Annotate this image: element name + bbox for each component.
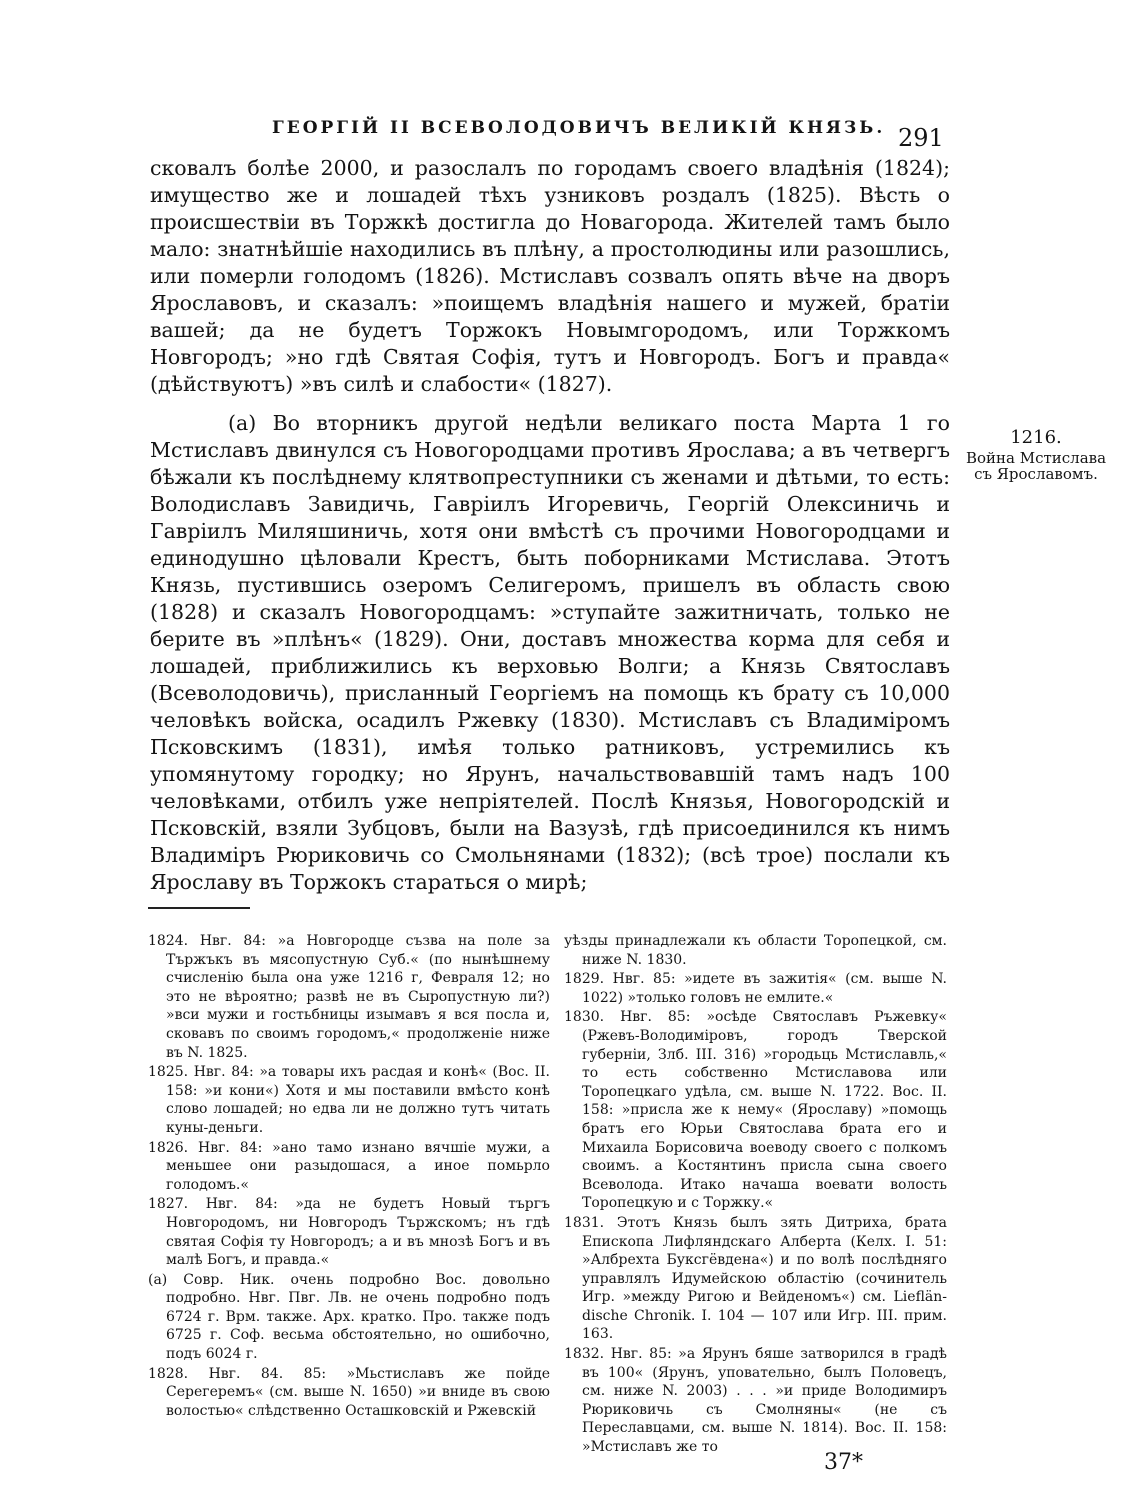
footnote-number: 1825.	[148, 1064, 189, 1081]
footnote-text: Нвг. 85: »осѣде Святославъ Ръжевку« (Ржевъ-Володиміровъ, городъ Тверской губерніи, Злб. III. 316) »городьць Мстиславль,« то есть собственно Мстиславова или Торопецкаго удѣла, см. выше N. 1722. Вос. II. 158: »присла же к нему« (Ярославу) »помощь братъ его Юрьи Святослава брата его и Михаила Борисовича воеводу своего с полкомъ своимъ. а Костянтинъ присла сына своего Всеволода. Итако начаша воевати волость Торопецкую и с Торжку.«	[582, 1009, 947, 1212]
footnote-rule	[148, 907, 250, 909]
footnotes-right-column	[564, 932, 947, 1458]
page-number: 291	[898, 124, 944, 152]
footnote-text: Совр. Ник. очень подробно Вос. довольно подробно. Нвг. Пвг. Лв. не очень подробно подъ 6724 г. Врм. также. Арх. кратко. Про. также подъ 6725 г. Соф. весьма обстоятельно, но ошибочно, подъ 6024 г.	[166, 1271, 551, 1363]
footnote-text: Нвг. 84. 85: »Мьстиславъ же пойде Серегеремъ« (см. выше N. 1650) »и вниде въ свою волостью« слѣдственно Осташковскій и Ржевскій	[166, 1365, 550, 1419]
footnote-number: 1830.	[564, 1009, 605, 1026]
footnote	[564, 970, 947, 1007]
footnote-text: Нвг. 84: »а товары ихъ расдая и конѣ« (Вос. II. 158: »и кони«) Хотя и мы поставили вмѣсто конѣ слово лошадей; но едва ли не должно тутъ читать куны-деньги.	[166, 1064, 550, 1136]
margin-note	[956, 427, 1116, 483]
paragraph-1: сковалъ болѣе 2000, и разослалъ по городамъ своего владѣнія (1824); имущество же и лошадей тѣхъ узниковъ роздалъ (1825). Вѣсть о происшествіи въ Торжкѣ достигла до Новагорода. Жителей тамъ было мало: знатнѣйшіе находились въ плѣну, а простолюдины или разошлись, или померли голодомъ (1826). Мстиславъ созвалъ опять вѣче на дворъ Ярославовъ, и сказалъ: »поищемъ владѣнія нашего и мужей, братіи вашей; да не будетъ Торжокъ Новымгородомъ, или Торжкомъ Новгородъ; »но гдѣ Святая Софія, тутъ и Новгородъ. Богъ и правда« (дѣйствуютъ) »въ силѣ и слабости« (1827).	[150, 156, 950, 396]
footnote-text: Нвг. 84: »а Новгородце съзва на поле за Тържъкъ въ мясопустную Суб.« (по нынѣшнему счисленію была она уже 1216 г, Февраля 12; но это не вѣроятно; развѣ не въ Сыропустную ли?) »вси мужи и гостьбницы изымавъ я вся посла и, сковавъ по своимъ городомъ,« продолженіе ниже въ N. 1825.	[166, 933, 551, 1061]
margin-note-year: 1216.	[1010, 427, 1062, 448]
footnote-number: 1832.	[564, 1346, 605, 1363]
footnote-number: (а)	[148, 1271, 168, 1288]
footnote-number: 1829.	[564, 971, 605, 988]
footnote-number: 1827.	[148, 1196, 189, 1213]
footnote-text: Нвг. 84: »ано тамо изнано вячшіе мужи, а меньшее они разыдошася, а иное помьрло голодомъ.«	[166, 1139, 550, 1193]
footnote-number: 1826.	[148, 1139, 189, 1156]
footnote	[564, 1214, 947, 1344]
footnote-number: 1828.	[148, 1365, 189, 1382]
main-text	[150, 155, 950, 896]
footnote-text: Этотъ Князь былъ зять Дитриха, брата Епископа Лифляндскаго Алберта (Келх. I. 51: »Албрехта Буксгёвдена«) и по волѣ послѣдняго управлялъ Идумейскою областію (сочинитель Игр. »между Ригою и Вейденомъ«) см. Lieflän-dische Chronik. I. 104 — 107 или Игр. III. прим. 163.	[582, 1214, 948, 1343]
footnote-text: Нвг. 85: »а Ярунъ бяше затворился в градѣ въ 100« (Ярунъ, уповательно, былъ Половецъ, см. ниже N. 2003) . . . »и приде Володимиръ Рюриковичь съ Смолняны« (не съ Переславцами, см. выше N. 1814). Вос. II. 158: »Мстиславъ же то	[582, 1346, 948, 1456]
footnote	[148, 1063, 550, 1137]
footnote	[564, 1008, 947, 1213]
running-head: ГЕОРГІЙ II ВСЕВОЛОДОВИЧЪ ВЕЛИКІЙ КНЯЗЬ.	[272, 118, 886, 138]
footnote	[564, 1345, 947, 1457]
footnote-continuation	[564, 932, 947, 969]
footnote	[148, 1139, 550, 1195]
footnote-text: уѣзды принадлежали къ области Торопецкой, см. ниже N. 1830.	[564, 933, 947, 968]
footnote	[148, 1195, 550, 1269]
footnote-number: 1824.	[148, 933, 189, 949]
footnotes-left-column	[148, 932, 550, 1421]
footnote	[148, 1271, 550, 1364]
footnote-text: Нвг. 85: »идете въ зажитія« (см. выше N. 1022) »только головъ не емлите.«	[582, 971, 948, 1006]
footnote	[148, 1365, 550, 1421]
signature-mark: 37*	[824, 1450, 863, 1475]
footnote-number: 1831.	[564, 1214, 605, 1231]
footnote-text: Нвг. 84: »да не будетъ Новый търгъ Новгородомъ, ни Новгородъ Тържскомъ; нъ гдѣ святая Софія ту Новгородъ; а и въ мнозѣ Богъ и въ малѣ Богъ, и правда.«	[166, 1196, 550, 1269]
margin-note-text: Война Мстислава съ Ярославомъ.	[965, 449, 1107, 483]
footnote	[148, 932, 550, 1062]
paragraph-2: (а) Во вторникъ другой недѣли великаго поста Марта 1 го Мстиславъ двинулся съ Новогородцами противъ Ярослава; а въ четвергъ бѣжали къ послѣднему клятвопреступники съ женами и дѣтьми, то есть: Володиславъ Завидичь, Гавріилъ Игоревичь, Георгій Олексиничь и Гавріилъ Миляшиничь, хотя они вмѣстѣ съ прочими Новогородцами и единодушно цѣловали Крестъ, быть поборниками Мстислава. Этотъ Князь, пустившись озеромъ Селигеромъ, пришелъ въ область свою (1828) и сказалъ Новогородцамъ: »ступайте зажитничать, только не берите въ »плѣнъ« (1829). Они, доставъ множества корма для себя и лошадей, приближились къ верховью Волги; а Князь Святославъ (Всеволодовичь), присланный Георгіемъ на помощь къ брату съ 10,000 человѣкъ войска, осадилъ Ржевку (1830). Мстиславъ съ Владиміромъ Псковскимъ (1831), имѣя только ратниковъ, устремились къ упомянутому городку; но Ярунъ, начальствовавшій тамъ надъ 100 человѣками, отбилъ уже непріятелей. Послѣ Князья, Новогородскій и Псковскій, взяли Зубцовъ, были на Вазузѣ, гдѣ присоединился къ нимъ Владиміръ Рюриковичь со Смольнянами (1832); (всѣ трое) послали къ Ярославу въ Торжокъ стараться о мирѣ;	[150, 411, 950, 894]
